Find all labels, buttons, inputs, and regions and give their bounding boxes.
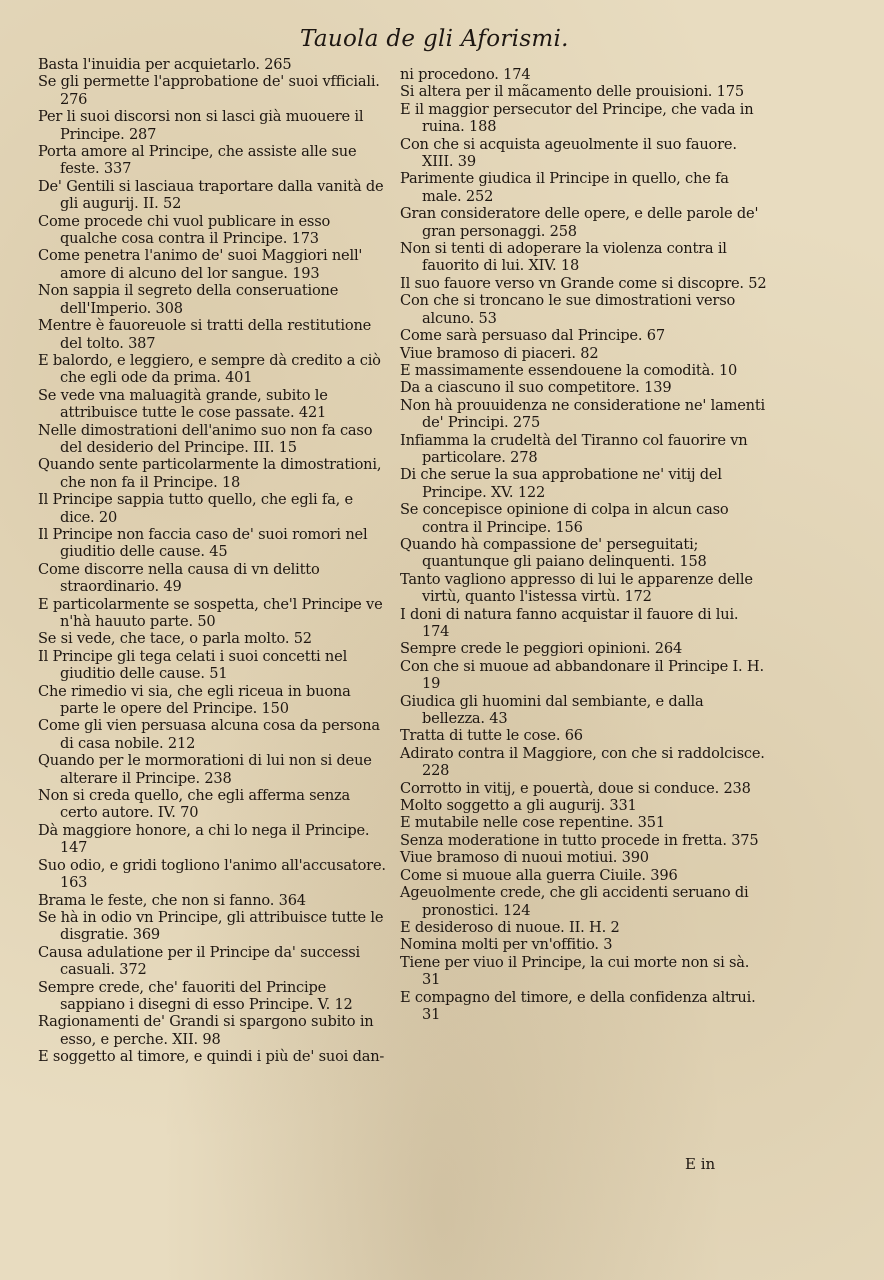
index-entry: Corrotto in vitij, e pouertà, doue si conduce. 238 (400, 779, 751, 797)
index-entry: Ageuolmente crede, che gli accidenti seruano di pronostici. 124 (400, 884, 749, 919)
index-entry: Se hà in odio vn Principe, gli attribuisce tutte le disgratie. 369 (38, 908, 384, 944)
index-entry: Da a ciascuno il suo competitore. 139 (400, 379, 672, 397)
index-entry: Il Principe non faccia caso de' suoi romori nel giuditio delle cause. 45 (38, 525, 368, 561)
index-entry: E desideroso di nuoue. II. H. 2 (400, 918, 620, 936)
index-entry: Basta l'inuidia per acquietarlo. 265 (38, 56, 292, 73)
index-entry: Se concepisce opinione di colpa in alcun caso contra il Principe. 156 (400, 501, 729, 536)
index-column-right (400, 66, 770, 1023)
index-entry: Viue bramoso di nuoui motiui. 390 (400, 849, 649, 867)
index-entry: Non sappia il segreto della conseruatione dell'Imperio. 308 (38, 282, 339, 317)
index-entry: Non si tenti di adoperare la violenza contra il fauorito di lui. XIV. 18 (400, 240, 727, 275)
index-entry: Infiamma la crudeltà del Tiranno col fauorire vn particolare. 278 (400, 431, 748, 466)
index-column-left (38, 56, 390, 1066)
index-entry: Il Principe sappia tutto quello, che egli fa, e dice. 20 (38, 491, 353, 526)
index-entry: Quando hà compassione de' perseguitati; quantunque gli paiano delinquenti. 158 (400, 535, 707, 571)
index-entry: Gran consideratore delle opere, e delle parole de' gran personaggi. 258 (400, 205, 759, 240)
index-entry: Quando per le mormorationi di lui non si deue alterare il Principe. 238 (38, 752, 372, 787)
index-entry: Giudica gli huomini dal sembiante, e dalla bellezza. 43 (400, 692, 704, 728)
index-entry: De' Gentili si lasciaua traportare dalla vanità de gli augurij. II. 52 (38, 177, 384, 213)
index-entry: E particolarmente se sospetta, che'l Principe ve n'hà hauuto parte. 50 (38, 595, 383, 630)
index-entry: Di che serue la sua approbatione ne' vitij del Principe. XV. 122 (400, 466, 722, 501)
index-entry: Con che si acquista ageuolmente il suo fauore. XIII. 39 (400, 135, 737, 171)
catchword: E in (685, 1155, 716, 1173)
index-entry: Il suo fauore verso vn Grande come si discopre. 52 (400, 274, 767, 292)
index-entry: E mutabile nelle cose repentine. 351 (400, 814, 665, 832)
index-entry: Brama le feste, che non si fanno. 364 (38, 891, 306, 909)
index-entry: Parimente giudica il Principe in quello, che fa male. 252 (400, 170, 729, 205)
index-entry: Come sarà persuaso dal Principe. 67 (400, 327, 665, 345)
index-entry: Se vede vna maluagità grande, subito le attribuisce tutte le cose passate. 421 (38, 386, 328, 422)
index-entry: Causa adulatione per il Principe da' successi casuali. 372 (38, 943, 360, 979)
index-entry: Che rimedio vi sia, che egli riceua in buona parte le opere del Principe. 150 (38, 682, 351, 718)
index-entry: Adirato contra il Maggiore, con che si raddolcisce. 228 (400, 744, 765, 780)
index-entry: Sempre crede le peggiori opinioni. 264 (400, 640, 683, 658)
index-entry: Come procede chi vuol publicare in esso qualche cosa contra il Principe. 173 (38, 212, 331, 248)
index-entry: Tanto vagliono appresso di lui le apparenze delle virtù, quanto l'istessa virtù. 172 (400, 570, 753, 606)
index-entry: Per li suoi discorsi non si lasci già muouere il Principe. 287 (38, 108, 364, 143)
index-entry: Con che si muoue ad abbandonare il Principe I. H. 19 (400, 657, 764, 693)
index-entry: Dà maggiore honore, a chi lo nega il Principe. 147 (38, 821, 370, 857)
index-entry: ni procedono. 174 (400, 66, 531, 83)
index-entry: E massimamente essendouene la comodità. 10 (400, 361, 738, 379)
index-entry: Quando sente particolarmente la dimostrationi, che non fa il Principe. 18 (38, 456, 382, 491)
index-entry: Ragionamenti de' Grandi si spargono subito in esso, e perche. XII. 98 (38, 1013, 374, 1048)
index-entry: E soggetto al timore, e quindi i più de' suoi dan- (38, 1048, 385, 1066)
index-entry: Il Principe gli tega celati i suoi concetti nel giuditio delle cause. 51 (38, 647, 348, 683)
index-entry: Mentre è fauoreuole si tratti della restitutione del tolto. 387 (38, 317, 372, 352)
index-entry: E balordo, e leggiero, e sempre dà credito a ciò che egli ode da prima. 401 (38, 351, 381, 387)
index-entry: Tratta di tutte le cose. 66 (400, 727, 583, 745)
index-entry: Come discorre nella causa di vn delitto straordinario. 49 (38, 560, 320, 596)
index-entry: Molto soggetto a gli augurij. 331 (400, 797, 637, 815)
index-entry: Come gli vien persuasa alcuna cosa da persona di casa nobile. 212 (38, 717, 380, 752)
index-entry: Nelle dimostrationi dell'animo suo non fa caso del desiderio del Principe. III. 15 (38, 421, 373, 456)
index-entry: Nomina molti per vn'offitio. 3 (400, 936, 613, 954)
index-entry: Sempre crede, che' fauoriti del Principe sappiano i disegni di esso Principe. V. 12 (38, 978, 353, 1013)
index-entry: Suo odio, e gridi togliono l'animo all'accusatore. 163 (38, 856, 386, 892)
index-entry: Porta amore al Principe, che assiste alle sue feste. 337 (38, 143, 357, 178)
index-entry: Se gli permette l'approbatione de' suoi vfficiali. 276 (38, 73, 380, 108)
index-entry: E compagno del timore, e della confidenza altrui. 31 (400, 988, 756, 1023)
index-entry: Non si creda quello, che egli afferma senza certo autore. IV. 70 (38, 787, 351, 822)
index-entry: Viue bramoso di piaceri. 82 (400, 344, 599, 362)
index-entry: Senza moderatione in tutto procede in fretta. 375 (400, 831, 759, 849)
index-entry: Si altera per il mãcamento delle prouisioni. 175 (400, 83, 744, 101)
page-title: Tauola de gli Aforismi. (300, 26, 569, 52)
index-entry: E il maggior persecutor del Principe, che vada in ruina. 188 (400, 100, 754, 136)
index-entry: I doni di natura fanno acquistar il fauore di lui. 174 (400, 605, 739, 640)
index-entry: Non hà prouuidenza ne consideratione ne' lamenti de' Principi. 275 (400, 396, 766, 432)
index-entry: Come si muoue alla guerra Ciuile. 396 (400, 866, 678, 884)
index-entry: Con che si troncano le sue dimostrationi verso alcuno. 53 (400, 292, 736, 327)
index-entry: Se si vede, che tace, o parla molto. 52 (38, 630, 312, 648)
index-entry: Tiene per viuo il Principe, la cui morte non si sà. 31 (400, 953, 750, 989)
index-entry: Come penetra l'animo de' suoi Maggiori nell' amore di alcuno del lor sangue. 193 (38, 247, 363, 282)
